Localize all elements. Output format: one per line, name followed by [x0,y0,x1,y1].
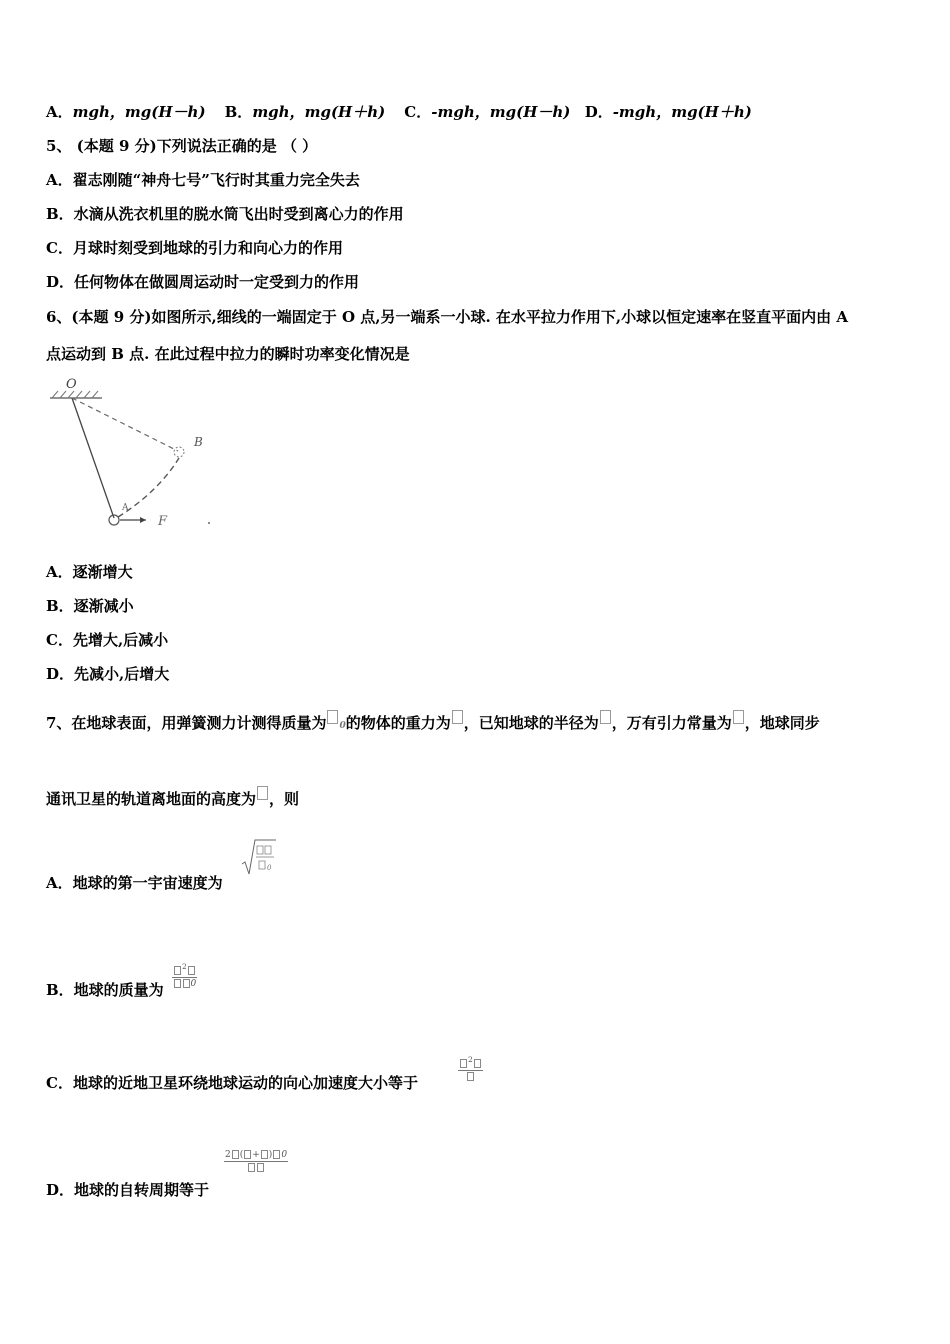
q7-stem-part1: 7、在地球表面，用弹簧测力计测得质量为 [46,714,327,732]
q7-option-d: D．地球的自转周期等于 [46,1181,210,1199]
q7-stem-part4: ，万有引力常量为 [611,714,732,732]
q5-option-d: D．任何物体在做圆周运动时一定受到力的作用 [46,273,360,291]
label-o: O [66,377,77,392]
q4-options-row [46,102,752,122]
symbol-placeholder [257,786,268,800]
fraction-formula-c: 2 [458,1055,483,1082]
ball-at-b [174,447,184,457]
q7-stem-line2a: 通讯卫星的轨道离地面的高度为 [46,790,257,808]
q6-option-d: D．先减小,后增大 [46,665,170,683]
q6-option-c: C．先增大,后减小 [46,631,169,649]
q7-stem-line2 [46,786,299,809]
figure-dot [208,522,210,524]
q4-option-b-label: B． [224,103,253,121]
label-b: B [194,435,203,449]
label-f: F [158,514,168,529]
q4-option-a-text: mgh，mg(H－h) [72,103,206,121]
label-a: A [122,503,129,513]
symbol-placeholder [327,710,338,724]
q7-stem-part5: ，地球同步 [744,714,820,732]
q7-stem-part3: ，已知地球的半径为 [463,714,599,732]
fraction-formula-b: $\frac{^2}{0}$ [172,962,197,989]
q4-option-c-label: C． [404,103,432,121]
q7-stem-line2b: ，则 [269,790,300,808]
q6-option-b: B．逐渐减小 [46,597,134,615]
force-arrow-head [140,517,146,523]
q7-option-a: A．地球的第一宇宙速度为 [46,874,223,892]
ceiling-hatching [52,391,98,398]
sqrt-formula-a [240,838,280,878]
q5-stem: 5、 (本题 9 分)下列说法正确的是 （ ） [46,137,318,155]
q4-option-d-text: -mgh，mg(H＋h) [612,103,752,121]
pendulum-figure [46,372,221,532]
q5-option-a: A．翟志刚随“神舟七号”飞行时其重力完全失去 [46,171,360,189]
q5-option-c: C．月球时刻受到地球的引力和向心力的作用 [46,239,343,257]
symbol-placeholder [733,710,744,724]
q6-option-a: A．逐渐增大 [46,563,133,581]
q4-option-a-label: A． [46,103,73,121]
fraction-formula-d: 2 ( + ) 0 [224,1150,288,1173]
q7-stem-line1 [46,710,820,736]
q4-option-d-label: D． [584,103,613,121]
q7-stem-part2: 的物体的重力为 [345,714,451,732]
q4-option-b-text: mgh，mg(H＋h) [252,103,386,121]
q4-option-c-text: -mgh，mg(H－h) [431,103,571,121]
q6-stem-line1: 6、(本题 9 分)如图所示,细线的一端固定于 O 点,另一端系一小球. 在水平拉力作用下,小球以恒定速率在竖直平面内由 A [46,308,848,326]
svg-text:0: 0 [267,864,272,872]
q7-option-c: C．地球的近地卫星环绕地球运动的向心加速度大小等于 [46,1074,418,1092]
symbol-placeholder [600,710,611,724]
q7-option-b: B．地球的质量为 [46,981,164,999]
q5-option-b: B．水滴从洗衣机里的脱水筒飞出时受到离心力的作用 [46,205,404,223]
symbol-placeholder [452,710,463,724]
subscript-0: 0 [339,721,346,731]
q6-stem-line2: 点运动到 B 点. 在此过程中拉力的瞬时功率变化情况是 [46,345,410,363]
